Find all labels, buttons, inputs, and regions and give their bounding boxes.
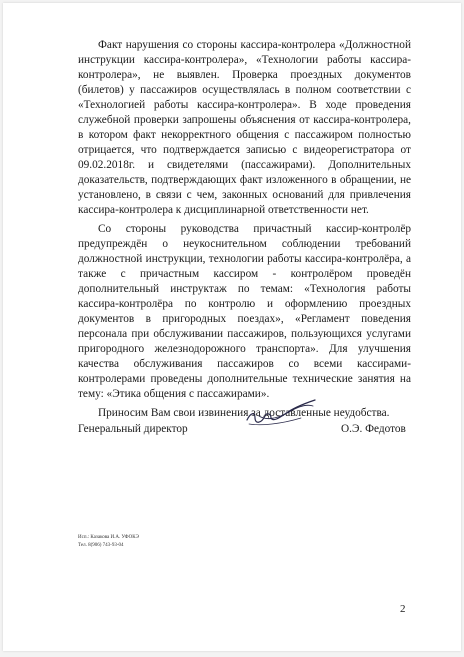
- footer-executor: Исп.: Казакова И.А. УФОКЭ: [78, 535, 139, 540]
- letter-body: [78, 38, 411, 421]
- page-number: 2: [400, 603, 406, 615]
- signature-image: [241, 396, 321, 432]
- signatory-name: О.Э. Федотов: [341, 423, 406, 435]
- paragraph-findings: Факт нарушения со стороны кассира-контролера «Должностной инструкции кассира-контролера», «Технологии работы кассира-контролера», не выявлен. Проверка проездных документов (билетов) у пассажиров осуществлялась в полном соответствии с «Технологией работы кассира-контролера». В ходе проведения служебной проверки запрошены объяснения от кассира-контролера, в котором факт некорректного общения с пассажиром полностью отрицается, что подтверждается записью с видеорегистратора от 09.02.2018г. и свидетелями (пассажирами). Дополнительных доказательств, подтверждающих факт изложенного в обращении, не установлено, в связи с чем, законных оснований для привлечения кассира-контролера к дисциплинарной ответственности нет.: [78, 39, 411, 216]
- footer-contact: [78, 534, 139, 550]
- paragraph-measures: Со стороны руководства причастный кассир-контролёр предупреждён о неукоснительном соблюдении требований должностной инструкции, технологии работы кассира-контролёра, а также с причастным кассиром - контролёром проведён дополнительный инструктаж по темам: «Технология работы кассира-контролёра по контролю и оформлению проездных документов в пригородных поездах», «Регламент поведения персонала при обслуживании пассажиров, пользующихся услугами пригородного железнодорожного транспорта». Для улучшения качества обслуживания пассажиров со всеми кассирами-контролерами проведены дополнительные технические занятия на тему: «Этика общения с пассажирами».: [78, 223, 411, 400]
- signatory-title: Генеральный директор: [78, 423, 188, 435]
- paragraph-apology: Приносим Вам свои извинения за доставленные неудобства.: [98, 407, 390, 419]
- footer-phone: Тел. 8(906) 743-93-04: [78, 543, 124, 548]
- document-page: [3, 3, 461, 651]
